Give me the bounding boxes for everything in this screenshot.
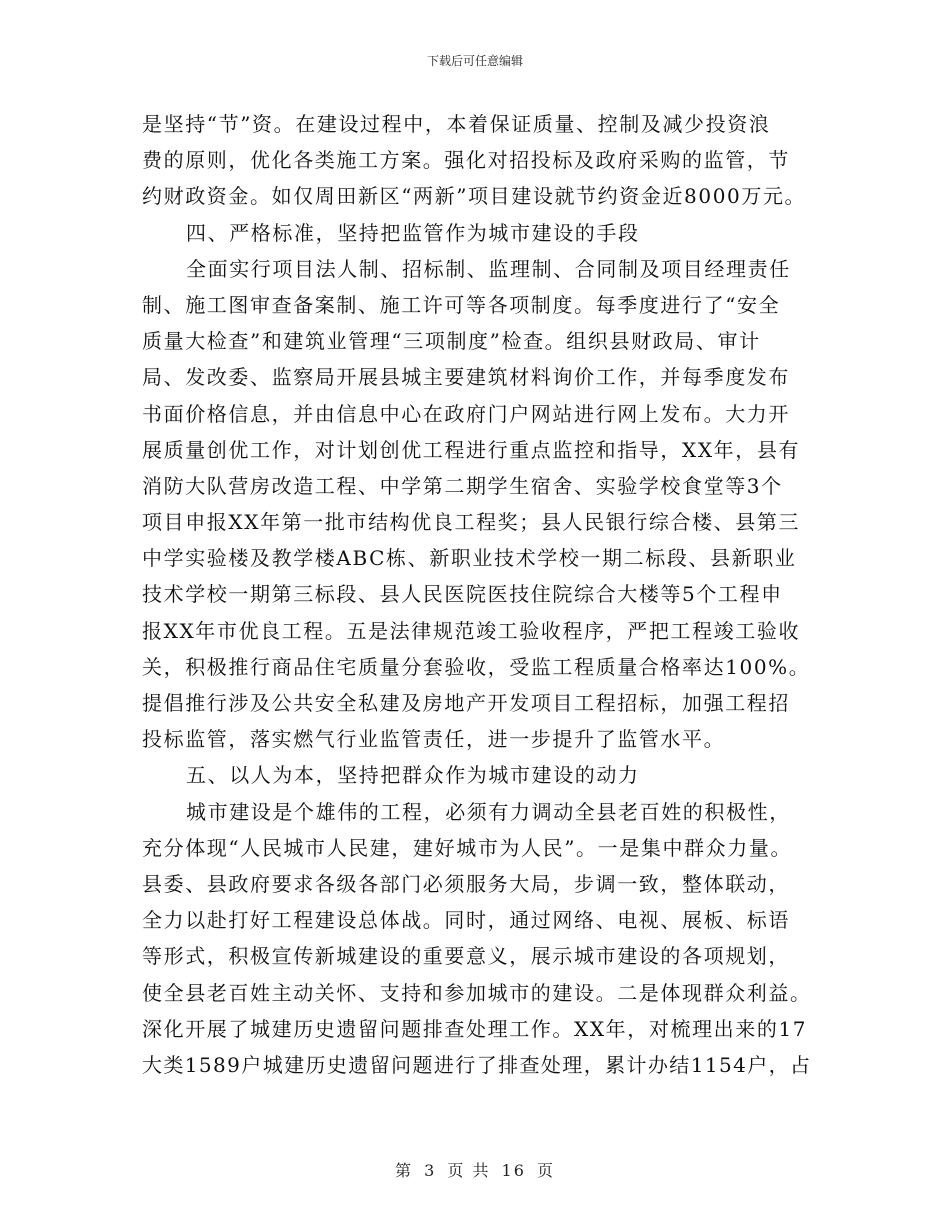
footer-middle: 页 共 <box>447 1161 491 1180</box>
text-line: 制、施工图审查备案制、施工许可等各项制度。每季度进行了“安全 <box>142 292 781 317</box>
text-line: 大类1589户城建历史遗留问题进行了排查处理，累计办结1154户，占 <box>142 1052 812 1077</box>
text-line: 五、以人为本，坚持把群众作为城市建设的动力 <box>186 763 640 788</box>
footer-prefix: 第 <box>394 1161 413 1180</box>
text-line: 局、发改委、监察局开展县城主要建筑材料询价工作，并每季度发布 <box>142 365 790 390</box>
text-line: 消防大队营房改造工程、中学第二期学生宿舍、实验学校食堂等3个 <box>142 473 783 498</box>
text-line: 等形式，积极宣传新城建设的重要意义，展示城市建设的各项规划， <box>142 944 790 969</box>
text-line: 城市建设是个雄伟的工程，必须有力调动全县老百姓的积极性， <box>186 799 791 824</box>
text-line: 约财政资金。如仅周田新区“两新”项目建设就节约资金近8000万元。 <box>142 184 807 209</box>
text-line: 是坚持“节”资。在建设过程中，本着保证质量、控制及减少投资浪 <box>142 112 771 136</box>
footer-suffix: 页 <box>537 1161 556 1180</box>
text-line: 质量大检查”和建筑业管理“三项制度”检查。组织县财政局、审计 <box>142 329 761 354</box>
text-line: 中学实验楼及教学楼ABC栋、新职业技术学校一期二标段、县新职业 <box>142 546 797 571</box>
text-line: 提倡推行涉及公共安全私建及房地产开发项目工程招标，加强工程招 <box>142 691 790 715</box>
text-line: 投标监管，落实燃气行业监管责任，进一步提升了监管水平。 <box>142 727 726 752</box>
text-line: 全力以赴打好工程建设总体战。同时，通过网络、电视、展板、标语 <box>142 908 790 933</box>
text-line: 项目申报XX年第一批市结构优良工程奖；县人民银行综合楼、县第三 <box>142 510 801 535</box>
text-line: 关，积极推行商品住宅质量分套验收，受监工程质量合格率达100%。 <box>142 654 811 679</box>
text-line: 充分体现“人民城市人民建，建好城市为人民”。一是集中群众力量。 <box>142 835 793 860</box>
text-line: 报XX年市优良工程。五是法律规范竣工验收程序，严把工程竣工验收 <box>142 618 801 643</box>
footer-total-pages: 16 <box>501 1161 526 1180</box>
text-line: 四、严格标准，坚持把监管作为城市建设的手段 <box>186 220 640 245</box>
page-header: 下载后可任意编辑 <box>426 54 523 68</box>
text-line: 书面价格信息，并由信息中心在政府门户网站进行网上发布。大力开 <box>142 401 790 426</box>
text-line: 技术学校一期第三标段、县人民医院医技住院综合大楼等5个工程申 <box>142 582 783 607</box>
text-line: 使全县老百姓主动关怀、支持和参加城市的建设。二是体现群众利益。 <box>142 980 812 1005</box>
footer-page-number: 3 <box>424 1161 437 1180</box>
text-line: 费的原则，优化各类施工方案。强化对招投标及政府采购的监管，节 <box>142 148 790 173</box>
text-line: 深化开展了城建历史遗留问题排查处理工作。XX年，对梳理出来的17 <box>142 1016 808 1041</box>
text-line: 县委、县政府要求各级各部门必须服务大局，步调一致，整体联动， <box>142 871 790 896</box>
text-line: 展质量创优工作，对计划创优工程进行重点监控和指导，XX年，县有 <box>142 437 801 462</box>
document-body <box>142 106 812 1083</box>
text-line: 全面实行项目法人制、招标制、监理制、合同制及项目经理责任 <box>186 256 791 281</box>
page-footer <box>0 1158 950 1181</box>
